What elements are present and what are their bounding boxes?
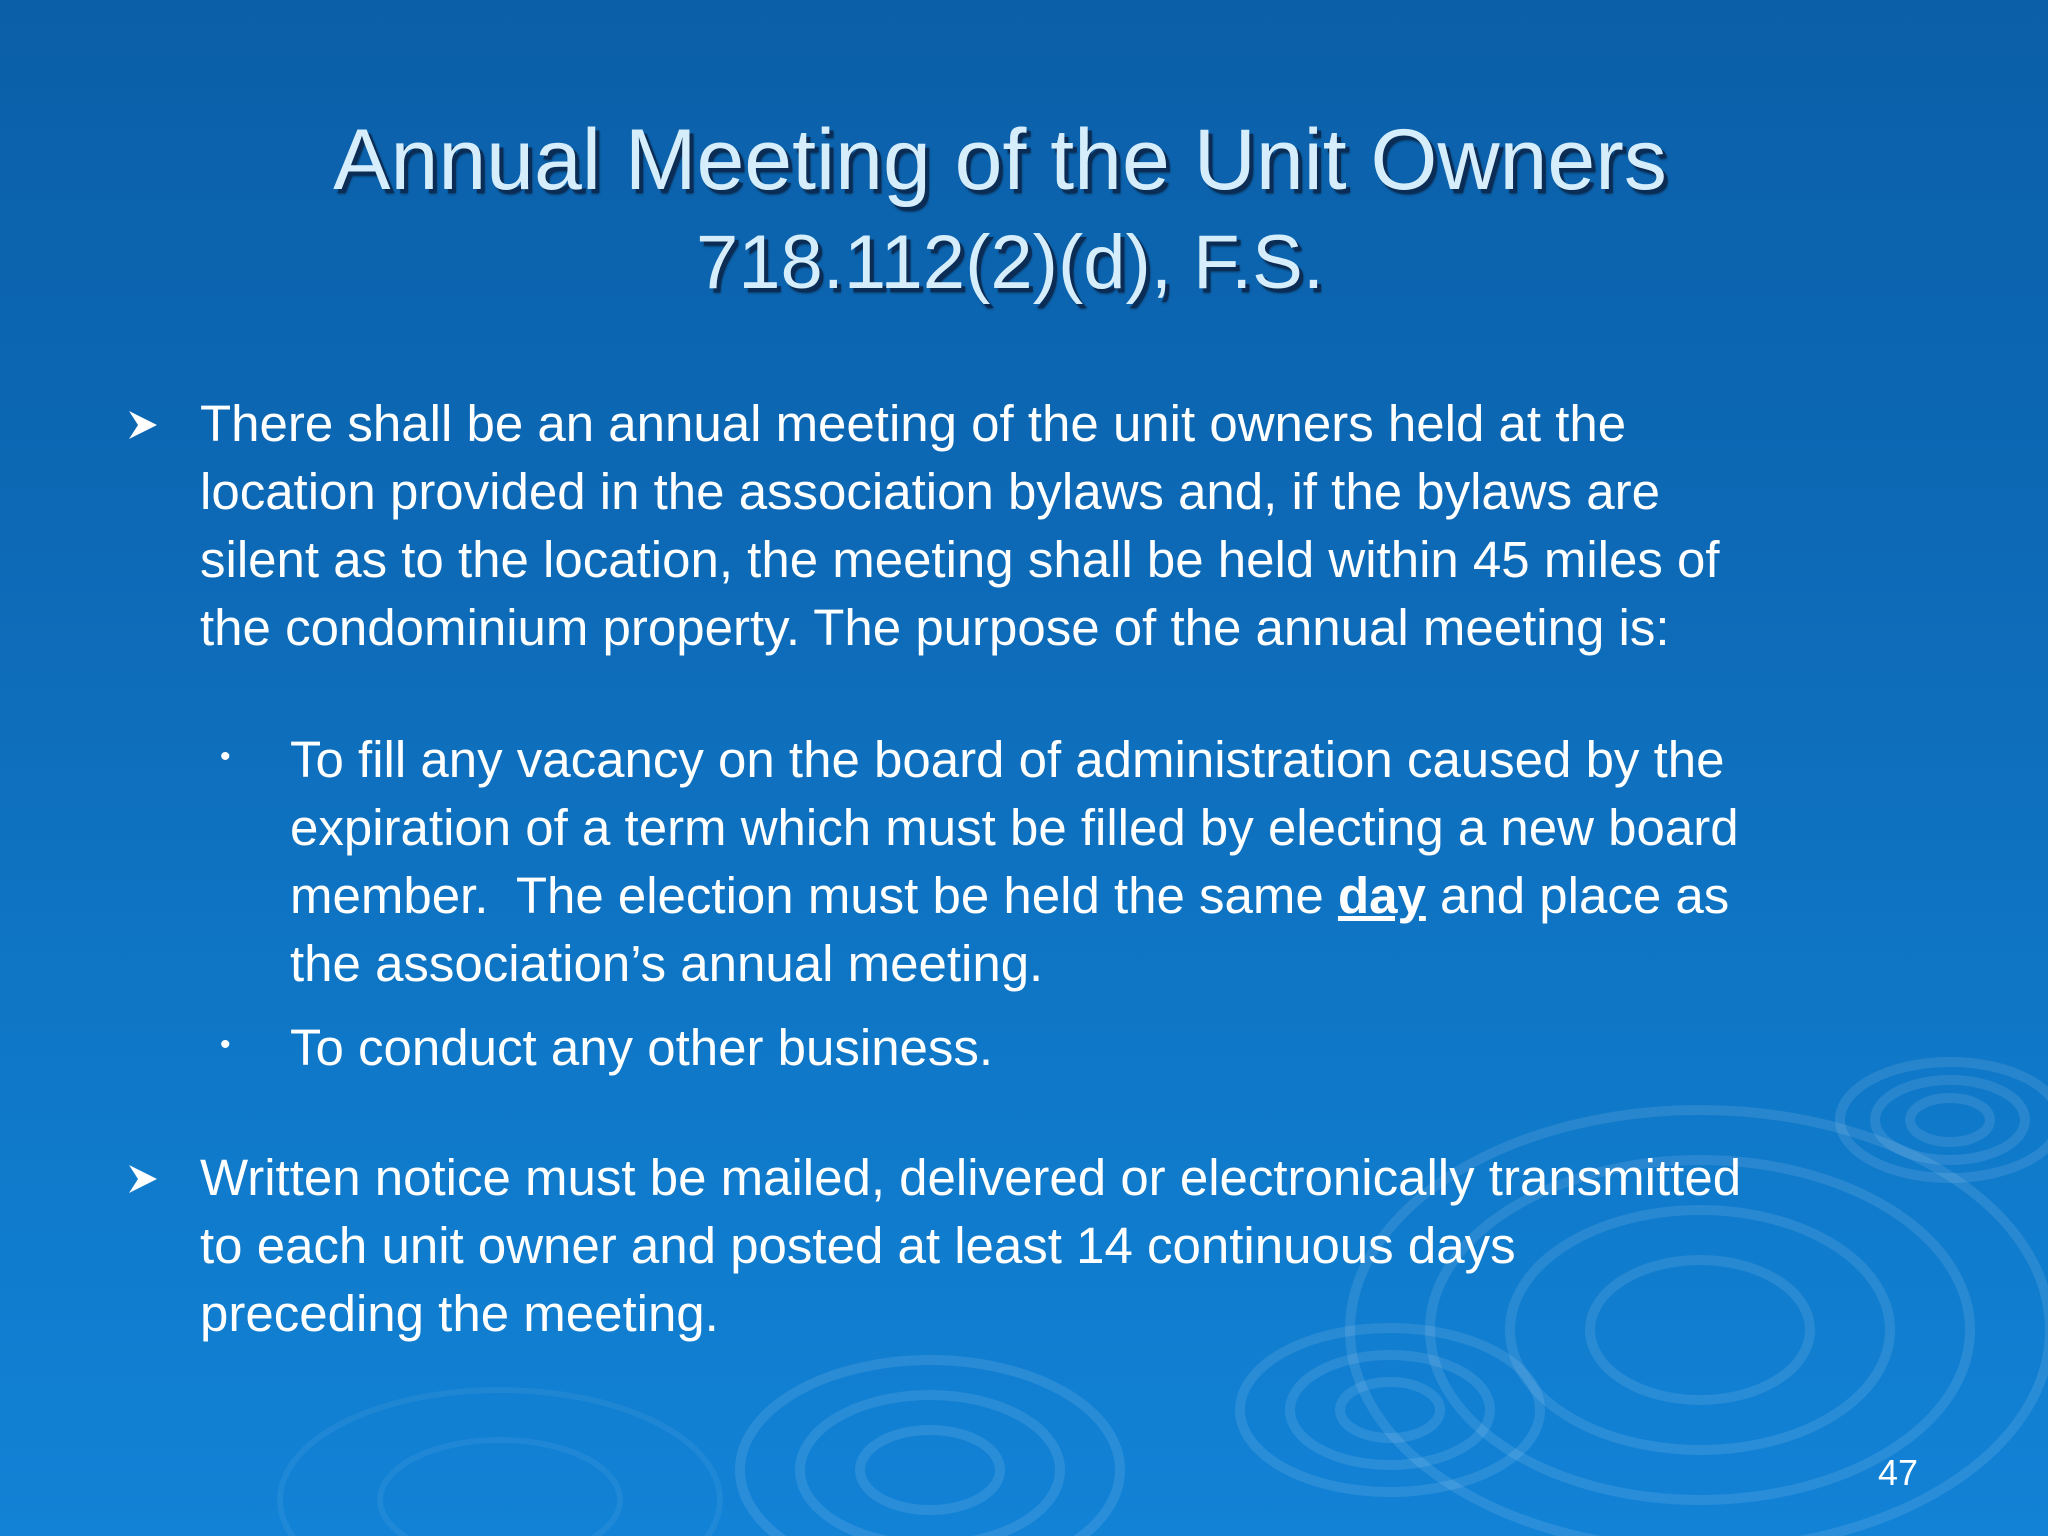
slide-subtitle: 718.112(2)(d), F.S. xyxy=(695,220,1324,305)
dot-icon: • xyxy=(220,740,231,773)
bullet-line: the condominium property. The purpose of the annual meeting is: xyxy=(200,599,1670,656)
emphasis-day: day xyxy=(1337,867,1426,924)
subbullet-line: To fill any vacancy on the board of administration caused by the xyxy=(290,731,1725,788)
subbullet-text: member. The election must be held the same xyxy=(290,867,1338,924)
subbullet-line: To conduct any other business. xyxy=(290,1019,994,1076)
bullet-line: to each unit owner and posted at least 14 continuous days xyxy=(200,1217,1516,1274)
bullet-line: Written notice must be mailed, delivered or electronically transmitted xyxy=(200,1149,1742,1206)
bullet-line: There shall be an annual meeting of the unit owners held at the xyxy=(200,395,1627,452)
subbullet-line: the association’s annual meeting. xyxy=(290,935,1044,992)
dot-icon: • xyxy=(220,1028,231,1061)
arrowhead-icon xyxy=(126,1162,160,1196)
arrowhead-icon xyxy=(126,408,160,442)
subbullet-vacancy xyxy=(290,726,1739,998)
subbullet-line: expiration of a term which must be filled by electing a new board xyxy=(290,799,1739,856)
bullet-line: preceding the meeting. xyxy=(200,1285,719,1342)
bullet-location xyxy=(200,390,1720,662)
bullet-line: silent as to the location, the meeting shall be held within 45 miles of xyxy=(200,531,1720,588)
subbullet-line xyxy=(290,862,1739,930)
subbullet-text: and place as xyxy=(1425,867,1730,924)
bullet-written-notice xyxy=(200,1144,1741,1348)
slide-title: Annual Meeting of the Unit Owners xyxy=(333,112,1667,208)
subbullet-other-business xyxy=(290,1014,993,1082)
bullet-line: location provided in the association bylaws and, if the bylaws are xyxy=(200,463,1660,520)
page-number: 47 xyxy=(1878,1452,1919,1493)
